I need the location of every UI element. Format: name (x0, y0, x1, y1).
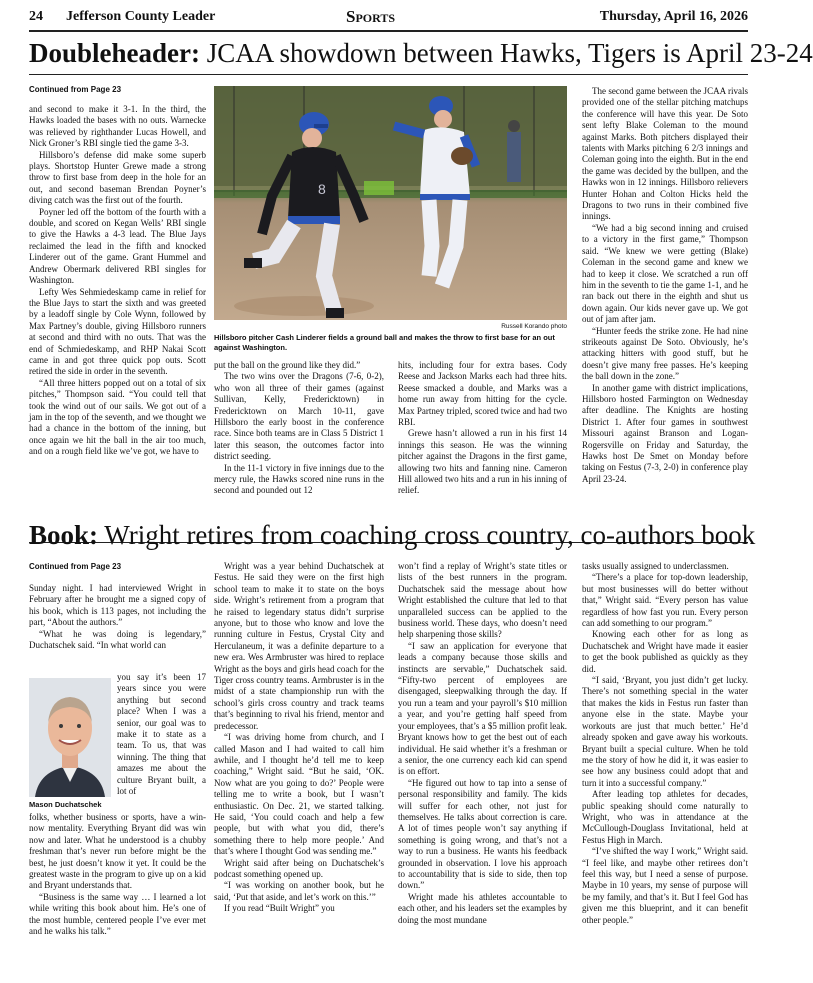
paragraph: won’t find a replay of Wright’s state titles or lists of the best runners in the program. Duchatschek said the message about how Wright established the culture that led to that unparalleled success can be applied to the business world. These days, who doesn’t need help sharpening those skills? (398, 561, 567, 640)
page-number: 24 (29, 9, 43, 24)
story2-column-2 (214, 561, 384, 981)
svg-text:8: 8 (318, 181, 326, 197)
paragraph: hits, including four for extra bases. Cody Reese and Jackson Marks each had three hits. Reese smacked a double, and Marks was a home run away from hitting for the cycle. Max Partney tripled, scored twice and had two RBI. (398, 360, 567, 428)
paragraph: put the ball on the ground like they did.” (214, 360, 361, 370)
paragraph: “I’ve shifted the way I work,” Wright said. “I feel like, and maybe other retirees don’t feel this way, but I need a sense of purpose. Maybe in 10 years, my sense of purpose will be my family, and that’s it. But I feel God has given me this blueprint, and it can benefit other people.” (582, 846, 748, 925)
photo-illustration (214, 86, 567, 320)
paragraph: folks, whether business or sports, have a win-now mentality. Everything Bryant did was win now and later. What he understood is a chubby freshman that’s never run before might be the best, he just doesn’t know it yet. It could be the greatest waste in the program to give up on a kid and Bryant understands that. (29, 812, 206, 891)
paragraph: “We had a big second inning and cruised to a victory in the first game,” Thompson said. “We knew we were getting (Blake) Coleman in the second game and knew we had to keep it close. We scratched a run off him in the seventh to tie the game 1-1, and he ran back out there in the eighth and shut us down again. Our kids never gave up. We got out of jam after jam. (582, 222, 748, 325)
paragraph: Wright was a year behind Duchatschek at Festus. He said they were on the first high school team to make it to state on the boys side. Wright’s retirement from a program that he raised to legendary status didn’t surprise anyone, but to those who know and love the running culture in Festus, Crystal City and Herculaneum, it was a definite departure to a new era. Wes Armbruster was hired to replace Wright as the boys and girls head coach for the Tiger cross country teams. Armbruster is in the midst of a state championship run with the school’s girls cross country and track teams that’s beginning to rival his friend, mentor and predecessor. (214, 561, 384, 731)
paragraph: Lefty Wes Sehmiedeskamp came in relief for the Blue Jays to start the sixth and was greeted by a leadoff single by Cole Wynn, followed by Max Partney’s double, giving Hillsboro runners at second and third with no outs. That was the end of Schmiedeskamp, and RHP Nakai Scott came in and got three quick pop outs. Scott retired the side in order in the seventh. (29, 286, 206, 377)
story2-headline-text: Wright retires from coaching cross country, co-authors book (104, 520, 756, 550)
story2-column-1-bottom (29, 812, 206, 982)
baseball-photo (214, 86, 567, 320)
story1-column-1 (29, 104, 206, 536)
paragraph: Knowing each other for as long as Duchatschek and Wright have made it easier to get the book published as quickly as they did. (582, 629, 748, 674)
section-name: Sports (346, 7, 396, 26)
issue-date: Thursday, April 16, 2026 (599, 9, 748, 24)
paragraph: “He figured out how to tap into a sense of personal responsibility and family. The kids will suffer for each other, not just for themselves. He talks about correction is care. A lot of times people won’t say anything if something is going wrong, and that’s not a way to run a business. He wants his feedback grounded in observation. I love his approach to accountability that is side to side, then top down.” (398, 777, 567, 891)
paragraph: “I was driving home from church, and I called Mason and I had waited to call him awhile, and I thought he’d tell me to keep coaching,” Wright said. “But he said, ‘OK. Now what are you going to do?’ People were telling me to write a book, but I wasn’t enthusiastic. On Dec. 21, we started talking. He said, ‘You could coach and help a few people, but with what you did, there’s something there to help more people.’ And that’s where I thought God was sending me.” (214, 732, 384, 857)
story1-kicker: Doubleheader: (29, 38, 200, 68)
story1-continued: Continued from Page 23 (29, 85, 122, 94)
paragraph: “I said, ‘Bryant, you just didn’t get lucky. There’s not something special in the water that makes the kids in Festus run faster than anyone else in the state. Maybe your workouts are just that much better.’ He’d already spoken and gave away his workouts. Bryant built a special culture. When he told me the story of how he did it, it was easier to see how any business could adopt that and turn it into a successful company.” (582, 675, 748, 788)
paragraph: you say it’s been 17 years since you were anything but second place? When I was a senior, our goal was to make it to state as a team. To us, that was winning. The thing that amazes me about the culture Bryant built, a lot of (117, 672, 206, 797)
story2-kicker: Book: (29, 520, 99, 550)
story2-column-1-wrap (117, 672, 206, 812)
paragraph: After leading top athletes for decades, public speaking should come naturally to Wright, who was in attendance at the McCullough-Douglass Invitational, held at Festus High in March. (582, 789, 748, 845)
paper-name: Jefferson County Leader (66, 9, 216, 24)
paragraph: In another game with district implications, Hillsboro hosted Farmington on Wednesday after deadline. The Knights are hosting District 1. After four games in southwest Missouri against Branson and Logan-Rogersville on Friday and Saturday, the Hawks host De Smet on Monday before taking on Festus (7-3, 2-0) in conference play April 23-24. (582, 382, 748, 484)
story2-headline (29, 520, 755, 550)
paragraph: “I saw an application for everyone that leads a company because those skills and instincts are servable,” Duchatschek said. “Fifty-two percent of employees are disengaged, sleepwalking through the day. If you run a team and your payroll’s $10 million a year, and you’re getting half speed from your employees, that’s a $5 million profit leak. Bryant knows how to get the best out of each individual. He said whether it’s a freshman or a senior, the one currency each kid can spend is on effort. (398, 640, 567, 777)
paragraph: “Business is the same way … I learned a lot while writing this book about him. He’s one of the most humble, centered people I’ve ever met and he walks his talk.” (29, 891, 206, 937)
story2-column-1-top (29, 583, 206, 651)
paragraph: The two wins over the Dragons (7-6, 0-2), who won all three of their games (against Sullivan, Kelly, Fredericktown) in Fredericktown on March 10-11, gave Hillsboro the early boost in the conference race. Since both teams are in Class 5 District 1 later this season, the outcomes factor into district seeding. (214, 371, 384, 462)
paragraph: Grewe hasn’t allowed a run in his first 14 innings this season. He was the winning pitcher against the Dragons in the first game, allowing two hits and fanning nine. Cameron Hill allowed two hits and a run in his inning of relief. (398, 428, 567, 496)
folio-rule (29, 30, 748, 32)
story1-column-3 (398, 360, 567, 536)
story1-headline (29, 38, 813, 68)
paragraph: “What he was doing is legendary,” Duchatschek said. “In what world can (29, 628, 206, 651)
paragraph: “There’s a place for top-down leadership, but most businesses will do better without that,” Wright said. “Every person has value regardless of how fast you run. Every person can add something to our program.” (582, 572, 748, 629)
mug-caption: Mason Duchatschek (29, 800, 102, 809)
paragraph: Sunday night. I had interviewed Wright in February after he brought me a signed copy of his book, which is 113 pages, not including the part, “About the authors.” (29, 583, 206, 628)
story2-continued: Continued from Page 23 (29, 562, 122, 571)
paragraph: Poyner led off the bottom of the fourth with a double, and scored on Kegan Wells’ RBI single to give the Hawks a 4-3 lead. The Blue Jays reclaimed the lead in the fifth and knocked Linderer out of the game. Grant Hummel and Andrew Obermark delivered RBI singles for Washington. (29, 206, 206, 286)
headline-rule (29, 74, 748, 75)
photo-credit: Russell Korando photo (501, 323, 567, 330)
photo-caption: Hillsboro pitcher Cash Linderer fields a ground ball and makes the throw to first base for an out against Washington. (214, 333, 555, 352)
paragraph: If you read “Built Wright” you (224, 903, 335, 914)
story2-column-4 (582, 561, 748, 981)
story1-column-4 (582, 86, 748, 536)
paragraph: Wright said after being on Duchatschek’s podcast something opened up. (214, 857, 384, 879)
story1-headline-text: JCAA showdown between Hawks, Tigers is April 23-24 (206, 38, 813, 68)
paragraph: “Hunter feeds the strike zone. He had nine strikeouts against De Soto. Obviously, he’s attacking hitters with good stuff, but he doesn’t give many free passes. He’s keeping the ball down in the zone.” (582, 325, 748, 382)
paragraph: “I was working on another book, but he said, ‘Put that aside, and let’s work on this.’” (214, 880, 384, 902)
paragraph: In the 11-1 victory in five innings due to the mercy rule, the Hawks scored nine runs in the second and pounded out 12 (214, 462, 384, 496)
paragraph: Hillsboro’s defense did make some superb plays. Shortstop Hunter Grewe made a strong throw to first base from deep in the hole for an out, and second baseman Brendan Poyner’s diving catch was the first out of the fourth. (29, 149, 206, 206)
paragraph: “All three hitters popped out on a total of six pitches,” Thompson said. “You could tell that took the wind out of our sails. We got out of a jam in the top of the seventh, and we thought we had a chance in the bottom of the inning, but once again we hit the ball in the air too much, and on a rough field like we’ve got, we have to (29, 377, 206, 457)
paragraph: and second to make it 3-1. In the third, the Hawks loaded the bases with no outs. Warnecke was relieved by righthander Lucas Howell, and Nick Groner’s RBI single tied the game 3-3. (29, 104, 206, 149)
mug-photo (29, 678, 111, 797)
paragraph: The second game between the JCAA rivals provided one of the stellar pitching matchups the conference will have this year. De Soto sent lefty Blake Coleman to the mound against Marks. Both pitchers displayed their talents with Marks pitching 6 2/3 innings and Coleman going into the eighth. But in the end the game was decided by the bullpen, and the Hawks won in 12 innings. Hillsboro relievers Hunter Hohan and Colton Hicks held the Dragons to two runs in their combined five innings. (582, 86, 748, 222)
portrait-illustration (29, 678, 111, 797)
paragraph: Wright made his athletes accountable to each other, and his leaders set the examples by doing the most mundane (398, 891, 567, 925)
paragraph: tasks usually assigned to underclassmen. (582, 561, 729, 571)
story2-column-3 (398, 561, 567, 981)
story1-column-2 (214, 360, 384, 536)
